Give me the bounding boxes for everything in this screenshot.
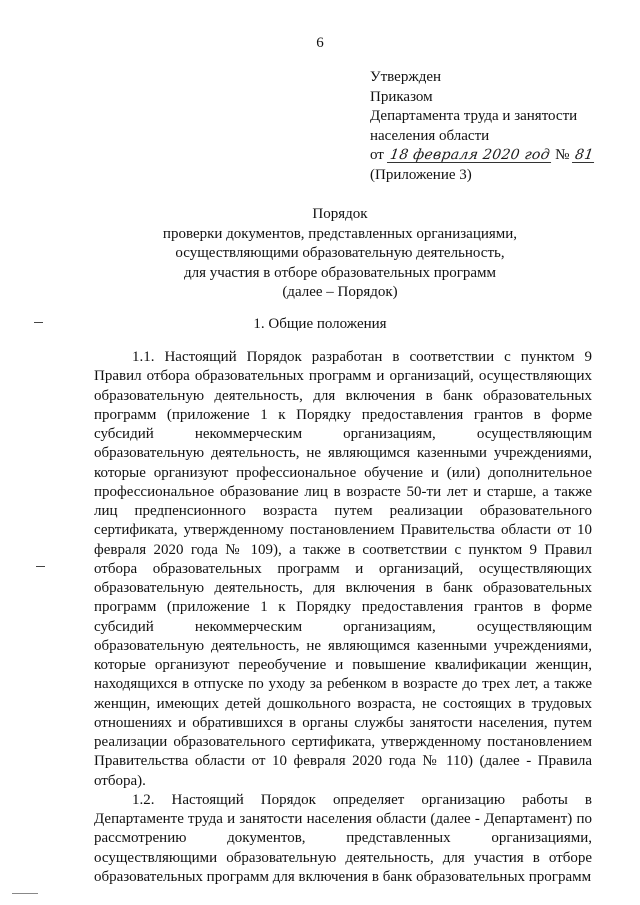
section-heading: 1. Общие положения <box>253 316 387 332</box>
document-title <box>90 205 590 303</box>
paragraph-1-2: 1.2. Настоящий Порядок определяет организацию работы в Департаменте труда и занятости населения области (далее - Департамент) по рассмотрению документов, представленных организациями, осуществляющими образовательную деятельность, для участия в отборе образовательных программ для включения в банк образовательных программ <box>94 791 592 885</box>
title-line-1: Порядок <box>312 206 368 222</box>
title-line-4: для участия в отборе образовательных программ <box>183 264 497 281</box>
approval-line-approved: Утвержден <box>370 69 442 85</box>
paragraph-1-1: 1.1. Настоящий Порядок разработан в соответствии с пунктом 9 Правил отбора образовательных программ и организаций, осуществляющих образовательную деятельность, для включения в банк образовательных программ (приложение 1 к Порядку предоставления грантов в форме субсидий некоммерческим организациям, осуществляющим образовательную деятельность, не являющимся казенными учреждениями, которые организуют профессиональное обучение и (или) дополнительное профессиональное образование лиц в возрасте 50-ти лет и старше, а также лиц предпенсионного возраста путем реализации образовательного сертификата, утвержденному постановлением Правительства области от 10 февраля 2020 года № 109), а также в соответствии с пунктом 9 Правил отбора образовательных программ и организаций, осуществляющих образовательную деятельность, для включения в банк образовательных программ (приложение 1 к Порядку предоставления грантов в форме субсидий некоммерческим организациям, осуществляющим образовательную деятельность, не являющимся казенными учреждениями, которые организуют переобучение и повышение квалификации женщин, находящихся в отпуске по уходу за ребенком в возрасте до трех лет, а также женщин, имеющих детей дошкольного возраста, не состоящих в трудовых отношениях и обратившихся в органы службы занятости населения, путем реализации образовательного сертификата, утвержденному постановлением Правительства области от 10 февраля 2020 года № 110) (далее - Правила отбора). <box>94 349 592 789</box>
approval-line-department: Департамента труда и занятости <box>370 108 578 124</box>
title-line-5: (далее – Порядок) <box>282 284 398 300</box>
margin-mark <box>36 566 45 567</box>
approval-number-label: № <box>555 147 570 163</box>
handwritten-number: 81 <box>574 147 595 163</box>
handwritten-date: 18 февраля 2020 год <box>388 147 551 163</box>
approval-line-order: Приказом <box>370 88 433 105</box>
title-line-3: осуществляющими образовательную деятельность, <box>175 245 505 261</box>
margin-mark <box>12 893 38 894</box>
approval-date-line <box>370 146 596 166</box>
body-text <box>94 348 592 887</box>
margin-mark <box>34 322 43 323</box>
approval-appendix: (Приложение 3) <box>370 166 472 183</box>
title-line-2: проверки документов, представленных организациями, <box>162 225 518 242</box>
approval-block <box>370 68 596 185</box>
approval-from-label: от <box>370 147 384 163</box>
approval-line-region: населения области <box>370 127 490 144</box>
page-number: 6 <box>316 35 324 51</box>
